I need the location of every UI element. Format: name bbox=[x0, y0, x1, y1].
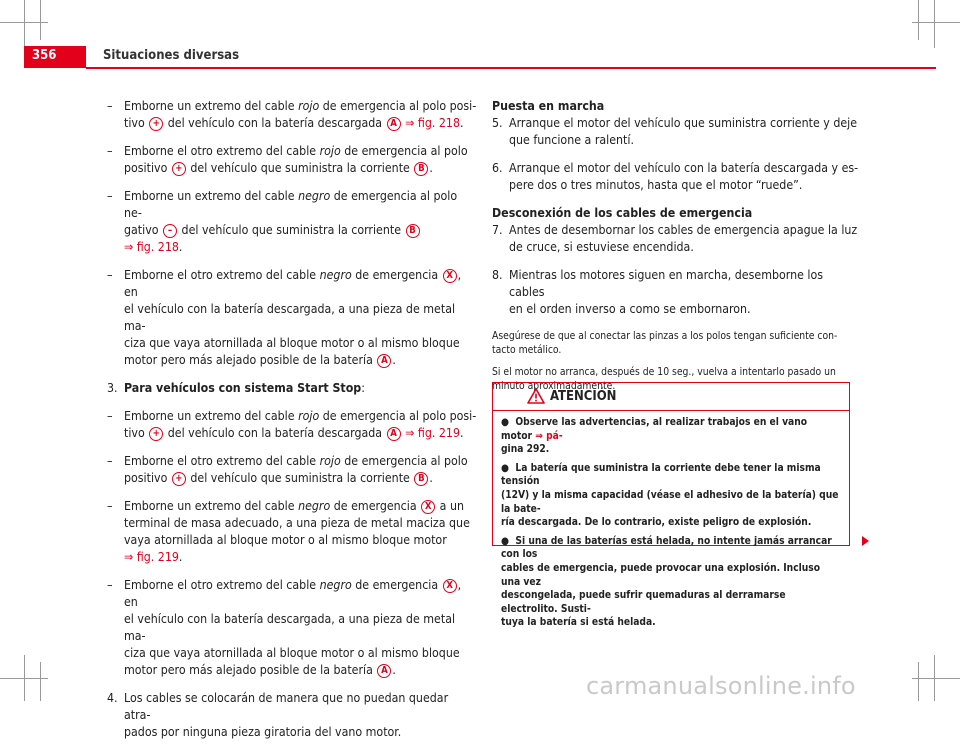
label-a-icon: A bbox=[387, 117, 401, 131]
plus-terminal-icon: + bbox=[149, 427, 163, 441]
list-item: – Emborne un extremo del cable rojo de emergencia al polo posi- tivo + del vehículo con la batería descargada A ⇒ fig. 219. bbox=[107, 409, 477, 440]
crop-mark bbox=[912, 678, 960, 679]
figure-link[interactable]: ⇒ fig. 218 bbox=[405, 116, 461, 130]
dash-bullet: – bbox=[107, 454, 113, 468]
note-paragraph: Asegúrese de que al conectar las pinzas a los polos tengan suficiente con- tacto metálico. bbox=[492, 330, 838, 356]
crop-mark bbox=[918, 662, 919, 701]
dash-bullet: – bbox=[107, 409, 113, 423]
list-item: – Emborne un extremo del cable negro de emergencia al polo ne- gativo – del vehículo que suministra la corriente B ⇒ fig. 218. bbox=[107, 189, 458, 254]
warning-box bbox=[492, 382, 850, 629]
warning-item: ● Si una de las baterías está helada, no intente jamás arrancar con los cables de emergencia, puede provocar una explosión. Incluso una vez descongelada, puede sufrir quemaduras al derramarse electrolito. Susti- tuya la batería si está helada. bbox=[501, 535, 832, 629]
plus-terminal-icon: + bbox=[172, 162, 186, 176]
dash-bullet: – bbox=[107, 578, 113, 592]
figure-link[interactable]: ⇒ fig. 219 bbox=[124, 550, 179, 564]
label-x-icon: X bbox=[421, 500, 435, 514]
page-title: Situaciones diversas bbox=[103, 48, 240, 63]
step-7: 7. Antes de desembornar los cables de emergencia apague la luz de cruce, si estuviese encendida. bbox=[492, 223, 858, 254]
step-3-heading: 3. Para vehículos con sistema Start Stop: bbox=[107, 381, 365, 395]
list-item: – Emborne el otro extremo del cable negro de emergencia X , en el vehículo con la batería descargada, a una pieza de metal ma- ciza que vaya atornillada al bloque motor o al mismo bloque motor pero más alejado posible de la batería A . bbox=[107, 268, 462, 367]
figure-link[interactable]: ⇒ fig. 218 bbox=[124, 240, 179, 254]
crop-mark bbox=[40, 662, 41, 701]
warning-item: ● La batería que suministra la corriente debe tener la misma tensión (12V) y la misma capacidad (véase el adhesivo de la batería) que la bate- ría descargada. De lo contrario, existe peligro de explosión. bbox=[501, 462, 839, 529]
section-heading: Desconexión de los cables de emergencia bbox=[492, 206, 753, 220]
list-item: – Emborne el otro extremo del cable negro de emergencia X , en el vehículo con la batería descargada, a una pieza de metal ma- ciza que vaya atornillada al bloque motor o al mismo bloque motor pero más alejado posible de la batería A . bbox=[107, 578, 462, 677]
label-a-icon: A bbox=[377, 664, 391, 678]
bullet-icon: ● bbox=[501, 462, 509, 474]
label-x-icon: X bbox=[443, 269, 457, 283]
crop-mark bbox=[918, 0, 919, 40]
label-a-icon: A bbox=[387, 427, 401, 441]
step-4: 4. Los cables se colocarán de manera que no puedan quedar atra- pados por ninguna pieza giratoria del vano motor. bbox=[107, 691, 449, 739]
crop-mark bbox=[24, 0, 25, 48]
right-column bbox=[492, 98, 862, 401]
crop-mark bbox=[912, 22, 960, 23]
crop-mark bbox=[40, 0, 41, 40]
dash-bullet: – bbox=[107, 189, 113, 203]
warning-body bbox=[501, 416, 841, 635]
dash-bullet: – bbox=[107, 268, 113, 282]
list-item: – Emborne un extremo del cable negro de emergencia X a un terminal de masa adecuado, a una pieza de metal maciza que vaya atornillada al bloque motor o al mismo bloque motor ⇒ fig. 219. bbox=[107, 499, 470, 564]
step-5: 5. Arranque el motor del vehículo que suministra corriente y deje que funcione a ralentí. bbox=[492, 116, 858, 147]
label-b-icon: B bbox=[414, 162, 428, 176]
section-heading: Puesta en marcha bbox=[492, 99, 605, 113]
plus-terminal-icon: + bbox=[172, 472, 186, 486]
list-item: – Emborne el otro extremo del cable rojo de emergencia al polo positivo + del vehículo que suministra la corriente B . bbox=[107, 144, 468, 175]
watermark: carmanualsonline.info bbox=[586, 672, 856, 700]
figure-link[interactable]: ⇒ fig. 219 bbox=[405, 426, 461, 440]
dash-bullet: – bbox=[107, 144, 113, 158]
label-b-icon: B bbox=[414, 472, 428, 486]
list-item: – Emborne un extremo del cable rojo de emergencia al polo posi- tivo + del vehículo con la batería descargada A ⇒ fig. 218. bbox=[107, 99, 477, 130]
minus-terminal-icon: – bbox=[163, 224, 177, 238]
page-number-tab bbox=[24, 46, 86, 68]
dash-bullet: – bbox=[107, 99, 113, 113]
continue-arrow-icon bbox=[862, 536, 869, 546]
step-8: 8. Mientras los motores siguen en marcha, desemborne los cables en el orden inverso a como se embornaron. bbox=[492, 268, 824, 316]
warning-title: ATENCIÓN bbox=[550, 389, 617, 404]
label-a-icon: A bbox=[377, 354, 391, 368]
left-column bbox=[107, 98, 477, 752]
list-item: – Emborne el otro extremo del cable rojo de emergencia al polo positivo + del vehículo que suministra la corriente B . bbox=[107, 454, 468, 485]
crop-mark bbox=[934, 655, 935, 701]
bullet-icon: ● bbox=[501, 417, 509, 428]
page-link[interactable]: ⇒ pá- bbox=[535, 430, 563, 442]
note-paragraph: Si el motor no arranca, después de 10 seg., vuelva a intentarlo pasado un minuto aproximadamente. bbox=[492, 366, 836, 392]
label-b-icon: B bbox=[406, 224, 420, 238]
step-6: 6. Arranque el motor del vehículo con la batería descargada y es- pere dos o tres minutos, hasta que el motor “ruede”. bbox=[492, 161, 859, 192]
crop-mark bbox=[934, 0, 935, 48]
header-rule bbox=[86, 67, 936, 69]
bullet-icon: ● bbox=[501, 535, 509, 547]
warning-item: ● Observe las advertencias, al realizar trabajos en el vano motor ⇒ pá- gina 292. bbox=[501, 417, 808, 456]
dash-bullet: – bbox=[107, 499, 113, 513]
warning-header bbox=[493, 383, 849, 411]
warning-triangle-icon bbox=[527, 388, 545, 404]
page-number: 356 bbox=[32, 48, 57, 63]
label-x-icon: X bbox=[443, 579, 457, 593]
crop-mark bbox=[24, 655, 25, 701]
plus-terminal-icon: + bbox=[149, 117, 163, 131]
